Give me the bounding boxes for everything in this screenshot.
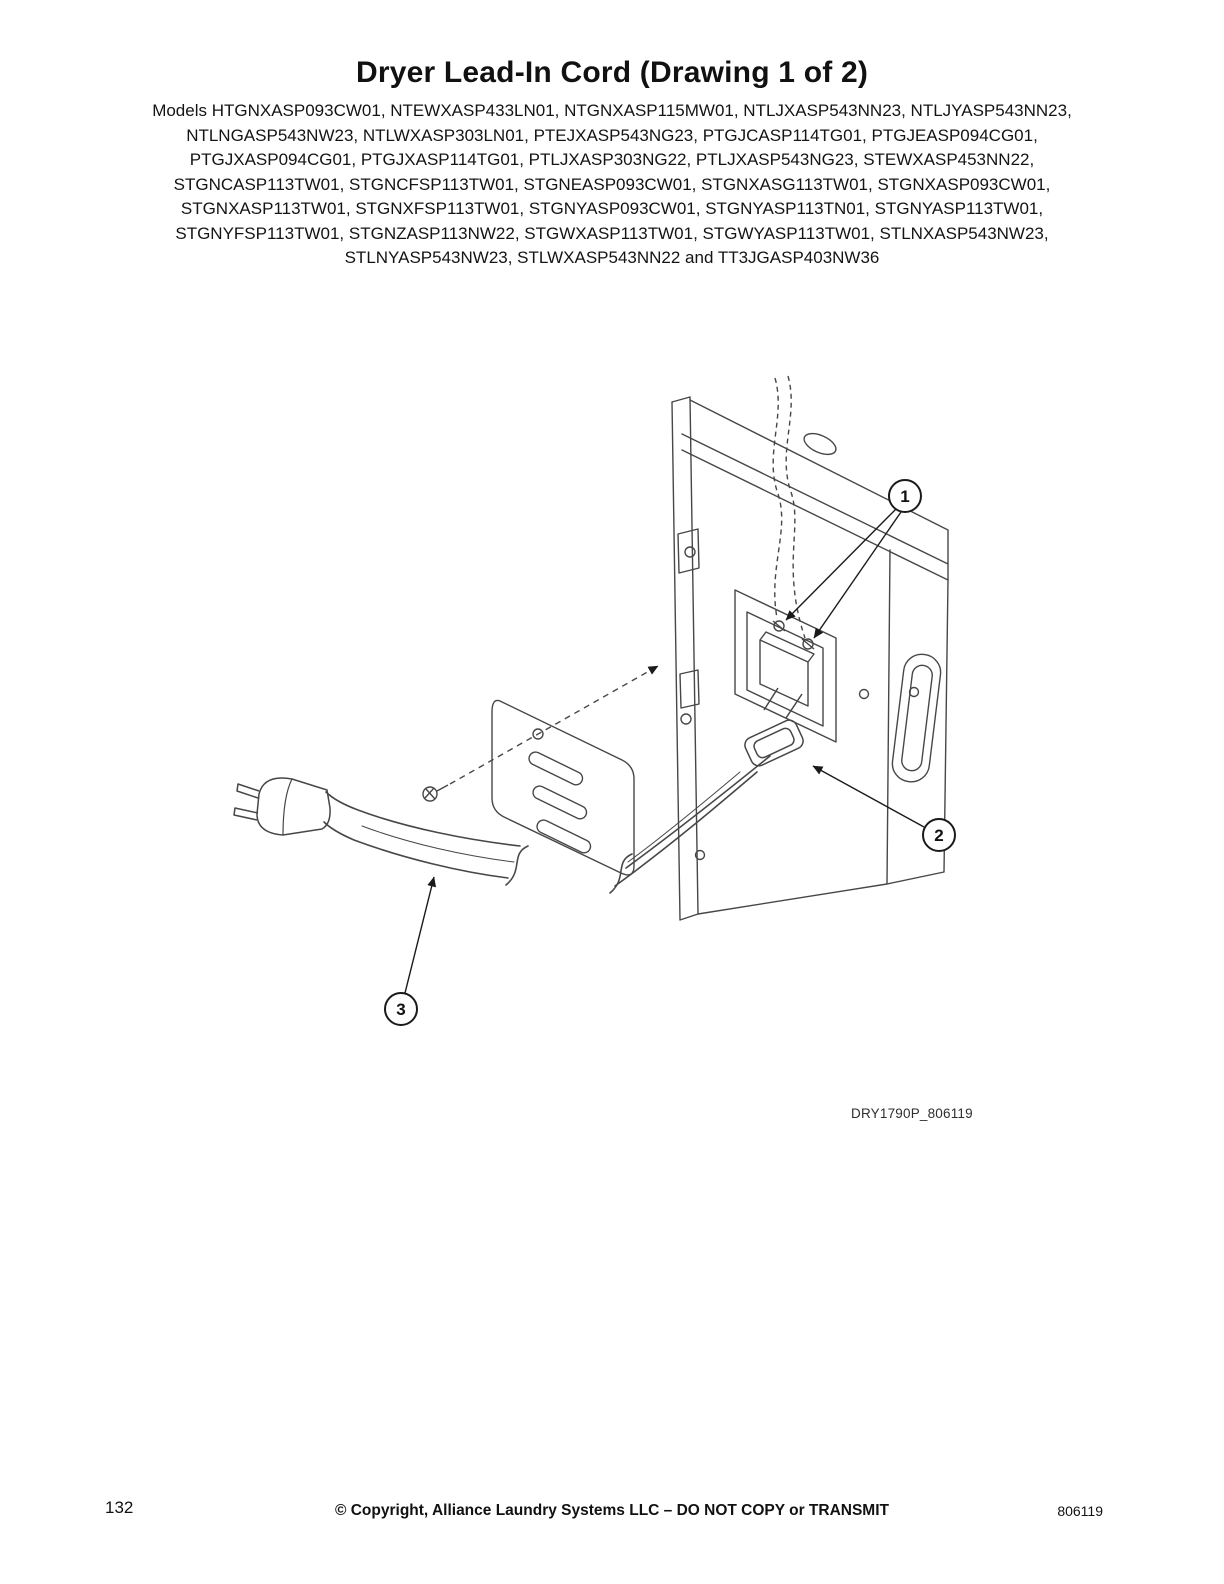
callout-3-number: 3 — [396, 1000, 406, 1019]
copyright-text: © Copyright, Alliance Laundry Systems LLC – DO NOT COPY or TRANSMIT — [335, 1502, 889, 1519]
page-title: Dryer Lead-In Cord (Drawing 1 of 2) — [355, 56, 869, 89]
terminal-wires — [773, 376, 805, 638]
page-number: 132 — [105, 1498, 134, 1517]
callout-2 — [813, 766, 955, 851]
mounting-screw — [423, 666, 658, 801]
models-line-7: STLNYASP543NW23, STLWXASP543NN22 and TT3JGASP403NW36 — [344, 248, 880, 267]
models-line-6: STGNYFSP113TW01, STGNZASP113NW22, STGWXASP113TW01, STGWYASP113TW01, STLNXASP543NW23, — [175, 223, 1049, 243]
figure-reference: DRY1790P_806119 — [851, 1106, 973, 1121]
models-line-2: NTLNGASP543NW23, NTLWXASP303LN01, PTEJXASP543NG23, PTGJCASP114TG01, PTGJEASP094CG01, — [186, 125, 1038, 145]
callout-2-number: 2 — [934, 826, 944, 845]
callouts — [385, 480, 955, 1025]
callout-1-number: 1 — [900, 487, 910, 506]
callout-3 — [385, 877, 434, 1025]
lead-in-cord-diagram — [230, 372, 970, 1072]
document-number: 806119 — [1057, 1503, 1103, 1519]
terminal-block-area — [735, 590, 836, 742]
models-line-5: STGNXASP113TW01, STGNXFSP113TW01, STGNYASP093CW01, STGNYASP113TN01, STGNYASP113TW01, — [180, 199, 1044, 218]
models-line-1: Models HTGNXASP093CW01, NTEWXASP433LN01, NTGNXASP115MW01, NTLJXASP543NN23, NTLJYASP543NN23, — [152, 101, 1072, 120]
models-line-3: PTGJXASP094CG01, PTGJXASP114TG01, PTLJXASP303NG22, PTLJXASP543NG23, STEWXASP453NN22, — [189, 150, 1035, 169]
callout-1 — [786, 480, 921, 638]
access-plate — [492, 700, 634, 874]
models-line-4: STGNCASP113TW01, STGNCFSP113TW01, STGNEASP093CW01, STGNXASG113TW01, STGNXASP093CW01, — [173, 174, 1051, 194]
power-plug — [234, 778, 330, 835]
lead-in-cord — [324, 756, 770, 893]
